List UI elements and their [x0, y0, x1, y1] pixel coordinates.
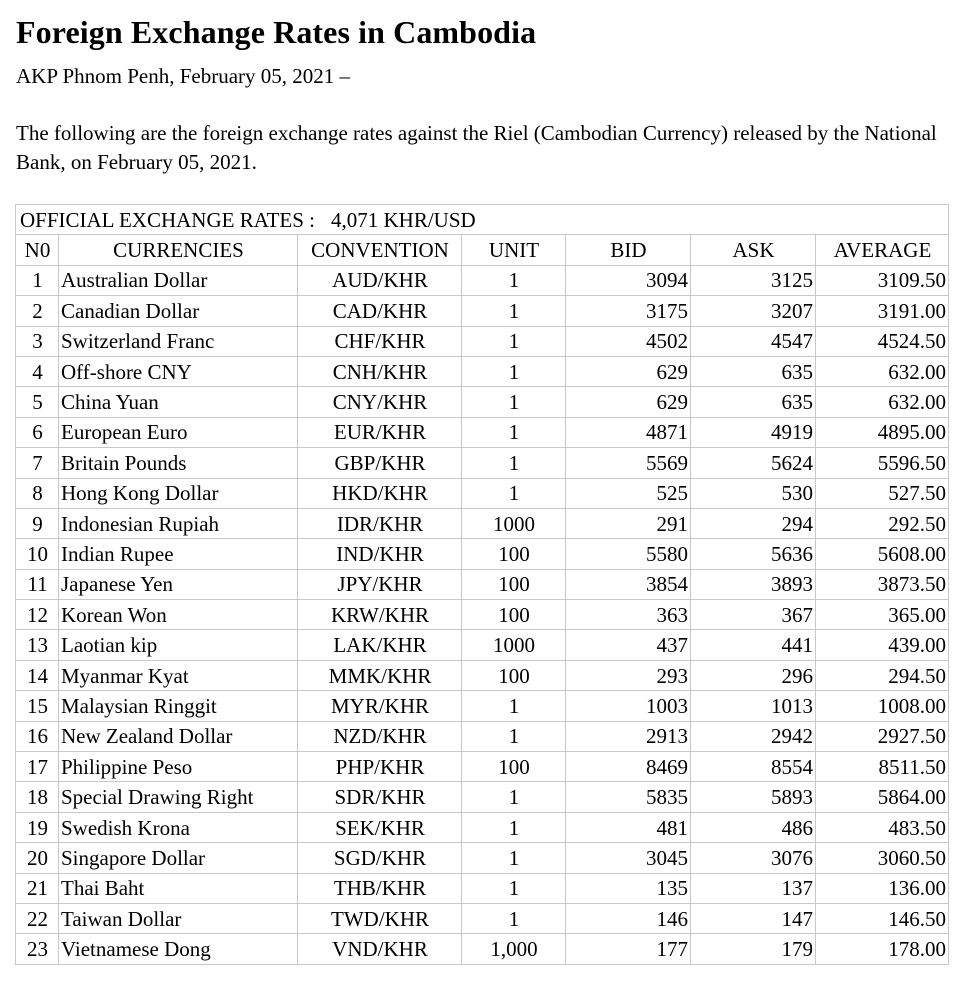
ask-rate: 3893 [691, 569, 816, 599]
currency-convention: TWD/KHR [298, 903, 462, 933]
currency-unit: 1 [462, 843, 566, 873]
bid-rate: 437 [566, 630, 691, 660]
ask-rate: 1013 [691, 691, 816, 721]
table-row [16, 539, 949, 569]
bid-rate: 481 [566, 812, 691, 842]
currency-convention: THB/KHR [298, 873, 462, 903]
table-row [16, 903, 949, 933]
average-rate: 439.00 [816, 630, 949, 660]
table-row [16, 356, 949, 386]
average-rate: 2927.50 [816, 721, 949, 751]
official-rate-row [16, 205, 949, 235]
ask-rate: 367 [691, 600, 816, 630]
currency-unit: 1000 [462, 508, 566, 538]
currency-name: New Zealand Dollar [59, 721, 298, 751]
currency-name: Taiwan Dollar [59, 903, 298, 933]
currency-name: Britain Pounds [59, 448, 298, 478]
average-rate: 3873.50 [816, 569, 949, 599]
currency-name: Thai Baht [59, 873, 298, 903]
row-number: 22 [16, 903, 59, 933]
row-number: 5 [16, 387, 59, 417]
table-row [16, 448, 949, 478]
bid-rate: 2913 [566, 721, 691, 751]
table-row [16, 326, 949, 356]
average-rate: 3109.50 [816, 265, 949, 295]
currency-unit: 1 [462, 812, 566, 842]
currency-unit: 100 [462, 600, 566, 630]
bid-rate: 629 [566, 356, 691, 386]
ask-rate: 296 [691, 660, 816, 690]
currency-unit: 1 [462, 326, 566, 356]
currency-unit: 1000 [462, 630, 566, 660]
table-row [16, 600, 949, 630]
table-row [16, 934, 949, 964]
currency-name: Philippine Peso [59, 752, 298, 782]
currency-name: Japanese Yen [59, 569, 298, 599]
ask-rate: 294 [691, 508, 816, 538]
currency-name: Malaysian Ringgit [59, 691, 298, 721]
ask-rate: 8554 [691, 752, 816, 782]
ask-rate: 635 [691, 356, 816, 386]
bid-rate: 4502 [566, 326, 691, 356]
currency-name: Hong Kong Dollar [59, 478, 298, 508]
row-number: 17 [16, 752, 59, 782]
currency-unit: 100 [462, 660, 566, 690]
row-number: 15 [16, 691, 59, 721]
currency-name: Indonesian Rupiah [59, 508, 298, 538]
header-no: N0 [16, 235, 59, 265]
currency-unit: 100 [462, 569, 566, 599]
currency-unit: 1,000 [462, 934, 566, 964]
ask-rate: 3076 [691, 843, 816, 873]
currency-name: Vietnamese Dong [59, 934, 298, 964]
intro-paragraph: The following are the foreign exchange rates against the Riel (Cambodian Currency) released by the National Bank, on February 05, 2021. [16, 121, 937, 174]
average-rate: 632.00 [816, 387, 949, 417]
average-rate: 8511.50 [816, 752, 949, 782]
currency-convention: NZD/KHR [298, 721, 462, 751]
bid-rate: 3045 [566, 843, 691, 873]
currency-unit: 1 [462, 721, 566, 751]
row-number: 21 [16, 873, 59, 903]
table-row [16, 843, 949, 873]
header-convention: CONVENTION [298, 235, 462, 265]
currency-unit: 1 [462, 417, 566, 447]
row-number: 11 [16, 569, 59, 599]
bid-rate: 3094 [566, 265, 691, 295]
ask-rate: 179 [691, 934, 816, 964]
currency-unit: 1 [462, 448, 566, 478]
table-row [16, 691, 949, 721]
average-rate: 136.00 [816, 873, 949, 903]
table-row [16, 478, 949, 508]
row-number: 6 [16, 417, 59, 447]
currency-convention: MMK/KHR [298, 660, 462, 690]
average-rate: 527.50 [816, 478, 949, 508]
bid-rate: 629 [566, 387, 691, 417]
table-row [16, 387, 949, 417]
ask-rate: 441 [691, 630, 816, 660]
row-number: 13 [16, 630, 59, 660]
currency-name: European Euro [59, 417, 298, 447]
ask-rate: 4547 [691, 326, 816, 356]
bid-rate: 135 [566, 873, 691, 903]
currency-convention: SEK/KHR [298, 812, 462, 842]
currency-unit: 1 [462, 478, 566, 508]
ask-rate: 5636 [691, 539, 816, 569]
currency-convention: CAD/KHR [298, 296, 462, 326]
bid-rate: 293 [566, 660, 691, 690]
currency-unit: 100 [462, 539, 566, 569]
bid-rate: 177 [566, 934, 691, 964]
row-number: 2 [16, 296, 59, 326]
currency-name: Canadian Dollar [59, 296, 298, 326]
average-rate: 365.00 [816, 600, 949, 630]
bid-rate: 291 [566, 508, 691, 538]
row-number: 23 [16, 934, 59, 964]
ask-rate: 147 [691, 903, 816, 933]
currency-convention: IND/KHR [298, 539, 462, 569]
table-row [16, 660, 949, 690]
ask-rate: 3125 [691, 265, 816, 295]
currency-unit: 1 [462, 356, 566, 386]
row-number: 9 [16, 508, 59, 538]
dateline: AKP Phnom Penh, February 05, 2021 – [16, 64, 351, 88]
average-rate: 294.50 [816, 660, 949, 690]
table-row [16, 812, 949, 842]
currency-convention: EUR/KHR [298, 417, 462, 447]
currency-unit: 100 [462, 752, 566, 782]
currency-unit: 1 [462, 691, 566, 721]
average-rate: 4895.00 [816, 417, 949, 447]
currency-convention: LAK/KHR [298, 630, 462, 660]
row-number: 20 [16, 843, 59, 873]
official-rate-cell [16, 205, 949, 235]
average-rate: 178.00 [816, 934, 949, 964]
currency-convention: SGD/KHR [298, 843, 462, 873]
currency-name: Special Drawing Right [59, 782, 298, 812]
row-number: 7 [16, 448, 59, 478]
ask-rate: 4919 [691, 417, 816, 447]
average-rate: 5608.00 [816, 539, 949, 569]
currency-convention: IDR/KHR [298, 508, 462, 538]
currency-convention: JPY/KHR [298, 569, 462, 599]
row-number: 3 [16, 326, 59, 356]
average-rate: 632.00 [816, 356, 949, 386]
table-body [16, 265, 949, 964]
ask-rate: 2942 [691, 721, 816, 751]
table-row [16, 782, 949, 812]
bid-rate: 525 [566, 478, 691, 508]
currency-name: Korean Won [59, 600, 298, 630]
currency-unit: 1 [462, 782, 566, 812]
currency-convention: CNY/KHR [298, 387, 462, 417]
row-number: 16 [16, 721, 59, 751]
ask-rate: 3207 [691, 296, 816, 326]
bid-rate: 5580 [566, 539, 691, 569]
average-rate: 5596.50 [816, 448, 949, 478]
bid-rate: 1003 [566, 691, 691, 721]
table-row [16, 569, 949, 599]
currency-convention: SDR/KHR [298, 782, 462, 812]
table-row [16, 296, 949, 326]
bid-rate: 5835 [566, 782, 691, 812]
currency-convention: AUD/KHR [298, 265, 462, 295]
currency-name: Swedish Krona [59, 812, 298, 842]
bid-rate: 363 [566, 600, 691, 630]
ask-rate: 5624 [691, 448, 816, 478]
table-row [16, 721, 949, 751]
header-average: AVERAGE [816, 235, 949, 265]
official-rate-value: 4,071 KHR/USD [330, 207, 476, 232]
table-row [16, 417, 949, 447]
table-header-row [16, 235, 949, 265]
page-title: Foreign Exchange Rates in Cambodia [16, 14, 537, 50]
row-number: 8 [16, 478, 59, 508]
bid-rate: 5569 [566, 448, 691, 478]
ask-rate: 635 [691, 387, 816, 417]
header-bid: BID [566, 235, 691, 265]
average-rate: 5864.00 [816, 782, 949, 812]
ask-rate: 486 [691, 812, 816, 842]
header-ask: ASK [691, 235, 816, 265]
currency-convention: HKD/KHR [298, 478, 462, 508]
currency-name: Switzerland Franc [59, 326, 298, 356]
table-row [16, 752, 949, 782]
row-number: 12 [16, 600, 59, 630]
currency-unit: 1 [462, 265, 566, 295]
bid-rate: 3175 [566, 296, 691, 326]
row-number: 19 [16, 812, 59, 842]
table-row [16, 630, 949, 660]
currency-name: Singapore Dollar [59, 843, 298, 873]
bid-rate: 4871 [566, 417, 691, 447]
average-rate: 292.50 [816, 508, 949, 538]
average-rate: 146.50 [816, 903, 949, 933]
currency-name: Laotian kip [59, 630, 298, 660]
currency-unit: 1 [462, 387, 566, 417]
header-currencies: CURRENCIES [59, 235, 298, 265]
average-rate: 3191.00 [816, 296, 949, 326]
table-row [16, 508, 949, 538]
average-rate: 1008.00 [816, 691, 949, 721]
currency-convention: MYR/KHR [298, 691, 462, 721]
table-row [16, 873, 949, 903]
header-unit: UNIT [462, 235, 566, 265]
ask-rate: 530 [691, 478, 816, 508]
currency-name: China Yuan [59, 387, 298, 417]
currency-name: Myanmar Kyat [59, 660, 298, 690]
table-row [16, 265, 949, 295]
row-number: 10 [16, 539, 59, 569]
currency-convention: VND/KHR [298, 934, 462, 964]
currency-name: Australian Dollar [59, 265, 298, 295]
currency-convention: GBP/KHR [298, 448, 462, 478]
exchange-rates-table [15, 204, 949, 965]
row-number: 14 [16, 660, 59, 690]
average-rate: 4524.50 [816, 326, 949, 356]
currency-convention: KRW/KHR [298, 600, 462, 630]
bid-rate: 3854 [566, 569, 691, 599]
ask-rate: 5893 [691, 782, 816, 812]
bid-rate: 8469 [566, 752, 691, 782]
currency-unit: 1 [462, 873, 566, 903]
currency-unit: 1 [462, 296, 566, 326]
average-rate: 3060.50 [816, 843, 949, 873]
row-number: 1 [16, 265, 59, 295]
currency-convention: CHF/KHR [298, 326, 462, 356]
bid-rate: 146 [566, 903, 691, 933]
ask-rate: 137 [691, 873, 816, 903]
currency-convention: PHP/KHR [298, 752, 462, 782]
currency-name: Off-shore CNY [59, 356, 298, 386]
currency-convention: CNH/KHR [298, 356, 462, 386]
average-rate: 483.50 [816, 812, 949, 842]
official-rate-label: OFFICIAL EXCHANGE RATES : [20, 207, 315, 232]
row-number: 18 [16, 782, 59, 812]
row-number: 4 [16, 356, 59, 386]
currency-name: Indian Rupee [59, 539, 298, 569]
currency-unit: 1 [462, 903, 566, 933]
